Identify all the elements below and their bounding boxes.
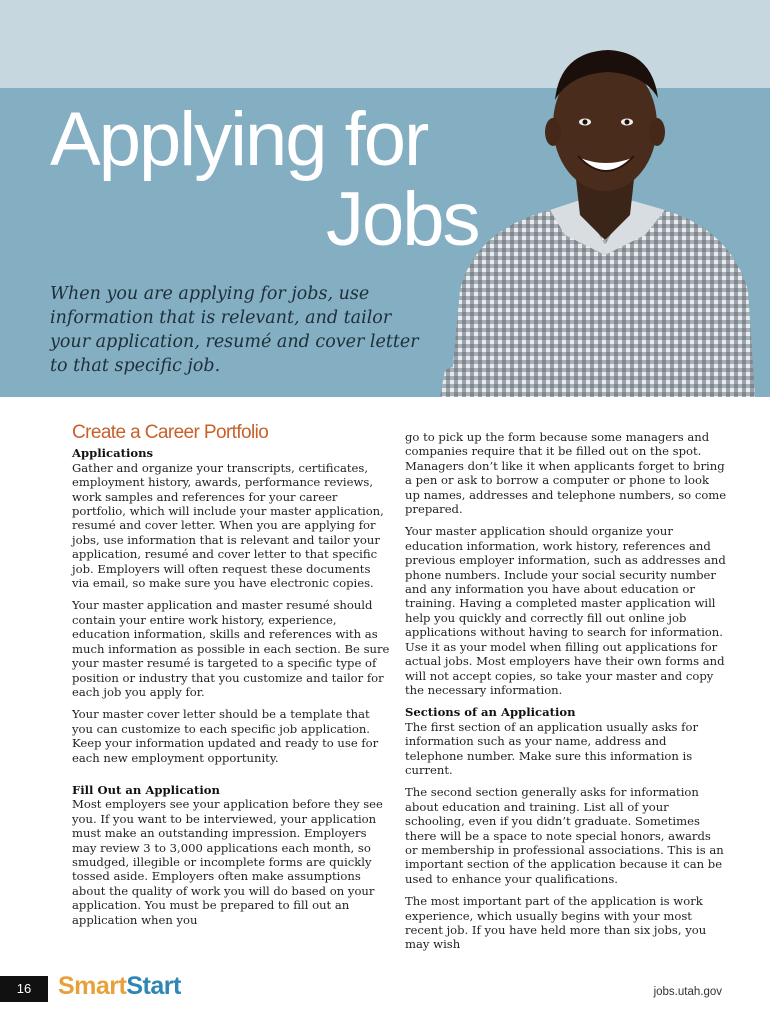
section-title: Create a Career Portfolio <box>72 422 269 443</box>
footer-url[interactable]: jobs.utah.gov <box>653 986 722 998</box>
sections-paragraph-2: The second section generally asks for information about education and training. List all of your schooling, even if you didn’t graduate. Sometimes there will be a space to note special honors, awards or membership in professional associations. This is an important section of the application because it can be used to enhance your qualifications. <box>405 785 724 886</box>
sections-paragraph-3: The most important part of the application is work experience, which usually begins with your most recent job. If you have held more than six jobs, you may wish <box>405 894 707 952</box>
applications-heading: Applications <box>72 446 154 461</box>
page-number: 16 <box>0 976 48 1002</box>
right-column <box>405 430 727 960</box>
applications-paragraph-2: Your master application and master resumé should contain your entire work history, experience, education information, skills and references with as much information as possible in each section. Be sure your master resumé is targeted to a specific type of position or industry that you customize and tailor for each job you apply for. <box>72 598 390 699</box>
left-column <box>72 422 390 935</box>
page-subtitle: When you are applying for jobs, use information that is relevant, and tailor your application, resumé and cover letter to that specific job. <box>50 284 419 376</box>
logo-start-text: Start <box>126 972 181 1000</box>
logo-smart-text: Smart <box>58 972 127 1000</box>
applications-paragraph-1: Gather and organize your transcripts, certificates, employment history, awards, performance reviews, work samples and references for your career portfolio, which will include your master application, resumé and cover letter. When you are applying for jobs, use information that is relevant and tailor your application, resumé and cover letter to that specific job. Employers will often request these documents via email, so make sure you have electronic copies. <box>72 460 384 591</box>
sections-paragraph-1: The first section of an application usually asks for information such as your name, address and telephone number. Make sure this information is current. <box>405 719 698 777</box>
applications-paragraph-3: Your master cover letter should be a template that you can customize to each specific job application. Keep your information updated and ready to use for each new employment opportunity. <box>72 707 379 765</box>
smartstart-logo <box>58 972 181 1001</box>
page-title-line1: Applying for <box>50 97 428 182</box>
smiling-man-photo <box>430 40 760 397</box>
sections-heading: Sections of an Application <box>405 705 576 720</box>
fill-out-paragraph-1: Most employers see your application before they see you. If you want to be interviewed, your application must make an outstanding impression. Employers may review 3 to 3,000 applications each month, so smudged, illegible or incomplete forms are quickly tossed aside. Employers often make assumptions about the quality of work you will do based on your application. You must be prepared to fill out an application when you <box>72 797 383 927</box>
right-paragraph-2: Your master application should organize your education information, work history, references and previous employer information, such as addresses and phone numbers. Include your social security number and any information you have about education or training. Having a completed master application will help you quickly and correctly fill out online job applications without having to search for information. Use it as your model when filling out applications for actual jobs. Most employers have their own forms and will not accept copies, so take your master and copy the necessary information. <box>405 524 726 697</box>
page-title-line2: Jobs <box>326 177 479 262</box>
fill-out-heading: Fill Out an Application <box>72 782 220 797</box>
right-paragraph-1: go to pick up the form because some managers and companies require that it be filled out on the spot. Managers don’t like it when applicants forget to bring a pen or ask to borrow a computer or phone to look up names, addresses and telephone numbers, so come prepared. <box>405 430 727 517</box>
